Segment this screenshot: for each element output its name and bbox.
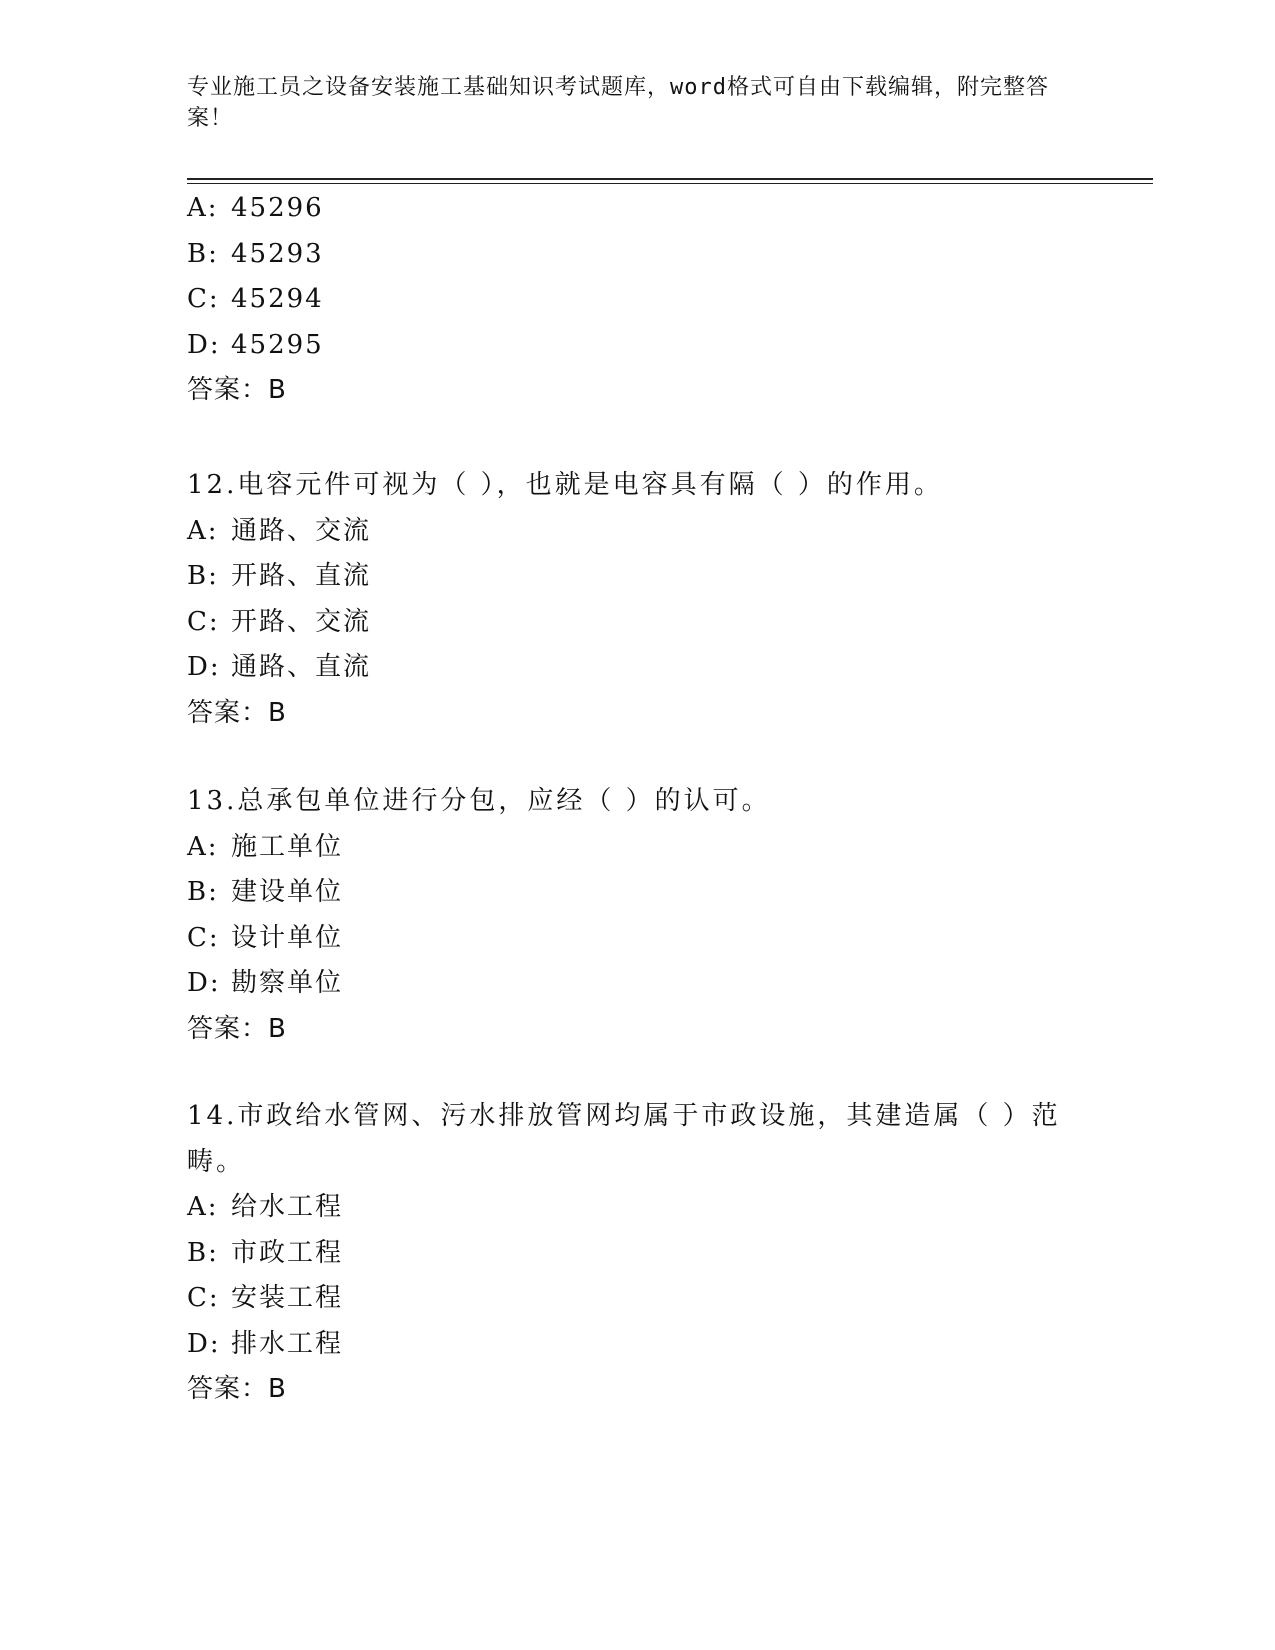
option-label: B: [187, 561, 219, 591]
option-label: A: [187, 1192, 219, 1222]
option-d [187, 1322, 1087, 1368]
option-text: 45293 [231, 238, 324, 269]
question-12-block [187, 463, 1087, 736]
option-text: 通路、交流 [231, 515, 372, 546]
answer-text: 答案：B [187, 375, 287, 405]
question-13-block [187, 779, 1087, 1052]
question-text: 14.市政给水管网、污水排放管网均属于市政设施，其建造属（ ）范畴。 [187, 1101, 1061, 1177]
option-text: 通路、直流 [231, 652, 372, 682]
question-text: 12.电容元件可视为（ ），也就是电容具有隔（ ）的作用。 [187, 470, 943, 500]
answer-text: 答案：B [187, 1013, 287, 1044]
header-divider-top [187, 178, 1153, 180]
header-divider-bottom [187, 183, 1153, 184]
option-b [187, 870, 1087, 916]
option-b [187, 554, 1087, 600]
option-text: 45294 [231, 284, 324, 314]
option-c [187, 277, 1087, 323]
answer-text: 答案：B [187, 697, 287, 728]
option-a [187, 825, 1087, 871]
option-text: 开路、直流 [231, 561, 372, 591]
option-b [187, 1231, 1087, 1277]
option-label: A: [187, 193, 219, 223]
option-text: 45295 [231, 329, 324, 360]
option-text: 设计单位 [231, 922, 344, 953]
option-a [187, 1185, 1087, 1231]
option-text: 排水工程 [231, 1328, 344, 1359]
option-label: D: [187, 329, 221, 360]
answer-text: 答案：B [187, 1374, 287, 1404]
option-label: B: [187, 238, 219, 269]
option-label: B: [187, 877, 219, 907]
option-text: 开路、交流 [231, 606, 372, 637]
option-label: B: [187, 1237, 219, 1268]
option-label: A: [187, 515, 219, 546]
option-label: C: [187, 606, 220, 637]
page-title: 专业施工员之设备安装施工基础知识考试题库，word格式可自由下载编辑，附完整答案！ [187, 75, 1049, 131]
option-label: D: [187, 968, 221, 998]
option-d [187, 323, 1087, 369]
option-label: A: [187, 831, 219, 862]
option-label: C: [187, 922, 220, 953]
option-text: 建设单位 [231, 877, 344, 907]
option-label: D: [187, 652, 221, 682]
option-text: 给水工程 [231, 1192, 344, 1222]
option-text: 施工单位 [231, 831, 344, 862]
question-11-block [187, 186, 1087, 414]
option-c [187, 600, 1087, 646]
option-text: 安装工程 [231, 1283, 344, 1313]
option-d [187, 961, 1087, 1007]
option-text: 45296 [231, 193, 324, 223]
option-b [187, 232, 1087, 278]
option-text: 勘察单位 [231, 968, 344, 998]
option-c [187, 916, 1087, 962]
question-14-block [187, 1094, 1087, 1413]
option-a [187, 186, 1087, 232]
option-label: C: [187, 284, 220, 314]
option-label: C: [187, 1283, 220, 1313]
question-text: 13.总承包单位进行分包，应经（ ）的认可。 [187, 786, 771, 816]
option-a [187, 509, 1087, 555]
option-label: D: [187, 1328, 221, 1359]
option-d [187, 645, 1087, 691]
option-text: 市政工程 [231, 1237, 344, 1268]
option-c [187, 1276, 1087, 1322]
